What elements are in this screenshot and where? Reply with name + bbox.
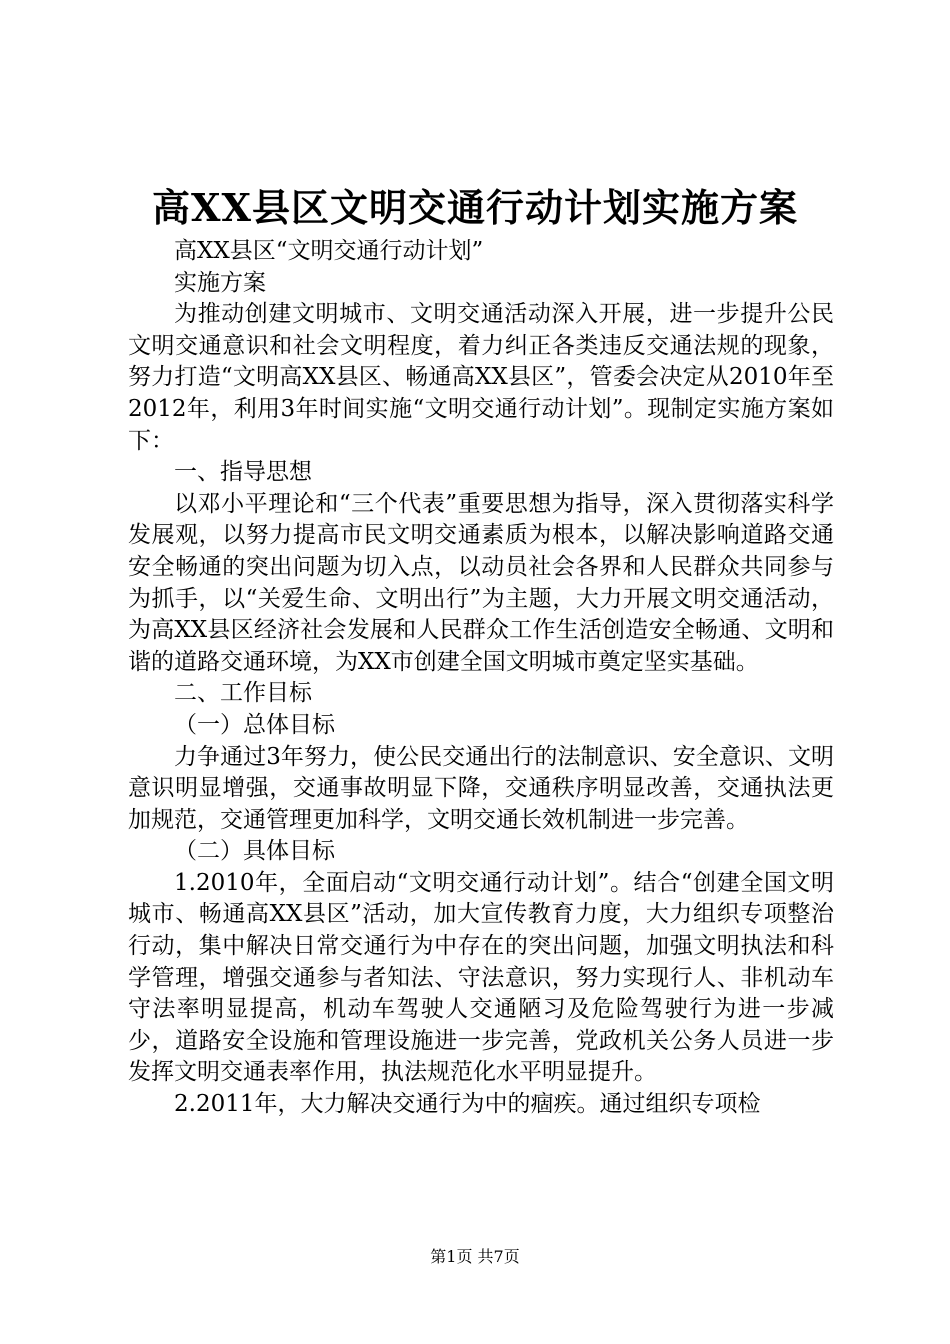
section-heading-guiding-thought: 一、指导思想 <box>174 459 312 486</box>
section-heading-work-goals: 二、工作目标 <box>174 680 312 707</box>
document-body <box>128 236 834 1121</box>
overall-goal-paragraph: 力争通过3年努力，使公民交通出行的法制意识、安全意识、文明意识明显增强，交通事故明显下降，交通秩序明显改善，交通执法更加规范，交通管理更加科学，文明交通长效机制进一步完善。 <box>128 743 834 833</box>
guiding-thought-paragraph: 以邓小平理论和“三个代表”重要思想为指导，深入贯彻落实科学发展观，以努力提高市民文明交通素质为根本，以解决影响道路交通安全畅通的突出问题为切入点，以动员社会各界和人民群众共同参与为抓手，以“关爱生命、文明出行”为主题，大力开展文明交通活动，为高XX县区经济社会发展和人民群众工作生活创造安全畅通、文明和谐的道路交通环境，为XX市创建全国文明城市奠定坚实基础。 <box>128 490 834 675</box>
subtitle-line-1: 高XX县区“文明交通行动计划” <box>174 238 484 264</box>
page-footer: 第1页 共7页 <box>430 1247 520 1266</box>
subtitle-line-2: 实施方案 <box>174 269 266 296</box>
subheading-specific-goals: （二）具体目标 <box>174 838 335 865</box>
subheading-overall-goal: （一）总体目标 <box>174 711 335 738</box>
goal-2011-paragraph: 2.2011年，大力解决交通行为中的痼疾。通过组织专项检 <box>174 1091 761 1118</box>
intro-paragraph: 为推动创建文明城市、文明交通活动深入开展，进一步提升公民文明交通意识和社会文明程度，着力纠正各类违反交通法规的现象，努力打造“文明高XX县区、畅通高XX县区”，管委会决定从2010年至2012年，利用3年时间实施“文明交通行动计划”。现制定实施方案如下： <box>128 301 834 454</box>
document-title: 高XX县区文明交通行动计划实施方案 <box>152 185 798 230</box>
goal-2010-paragraph: 1.2010年，全面启动“文明交通行动计划”。结合“创建全国文明城市、畅通高XX县区”活动，加大宣传教育力度，大力组织专项整治行动，集中解决日常交通行为中存在的突出问题，加强文明执法和科学管理，增强交通参与者知法、守法意识，努力实现行人、非机动车守法率明显提高，机动车驾驶人交通陋习及危险驾驶行为进一步减少，道路安全设施和管理设施进一步完善，党政机关公务人员进一步发挥文明交通表率作用，执法规范化水平明显提升。 <box>128 869 834 1086</box>
